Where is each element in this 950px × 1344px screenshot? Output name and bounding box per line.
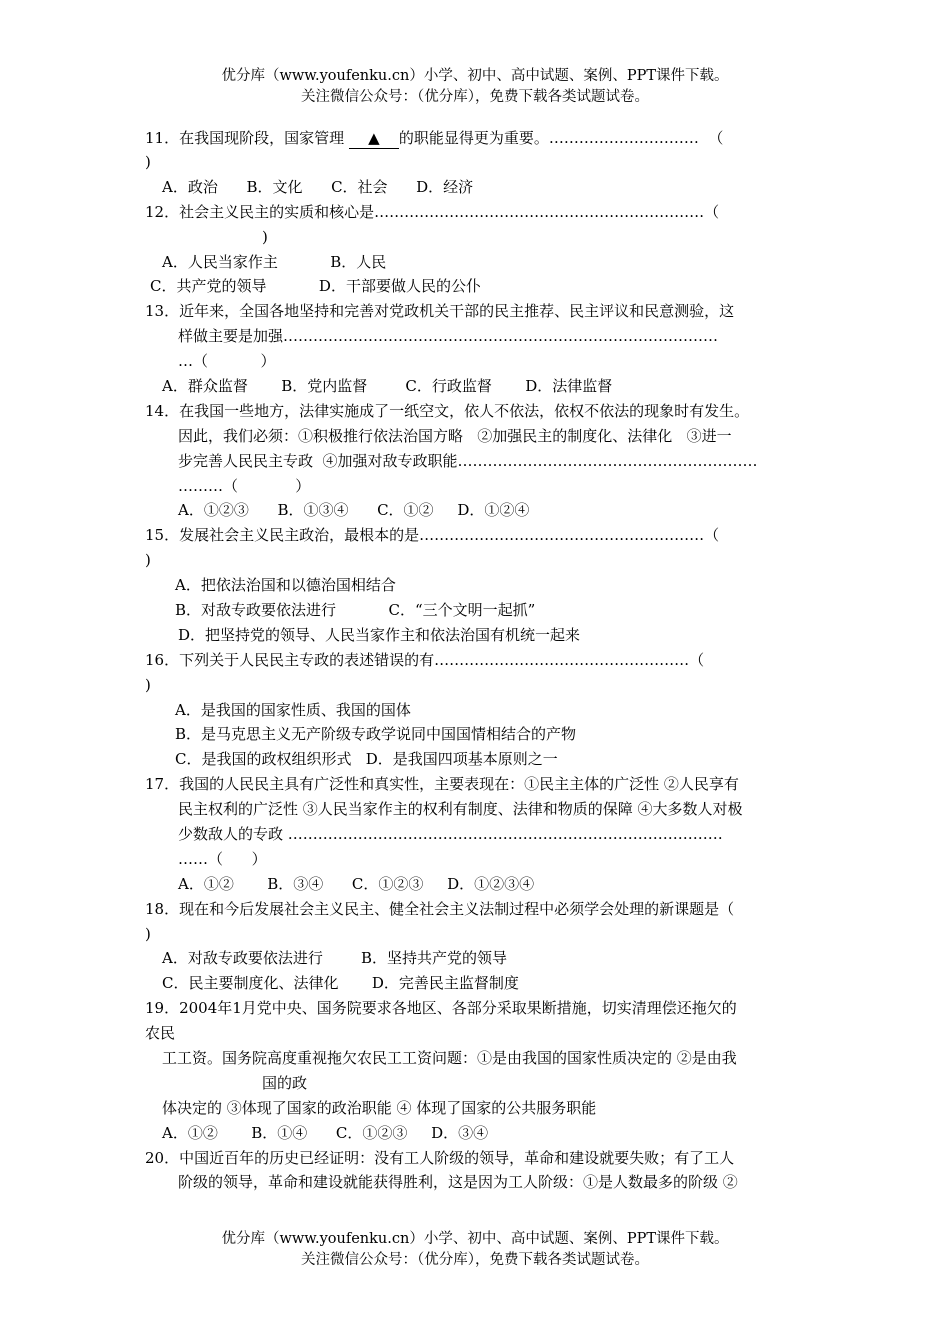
question-18-options-1: A．对敌专政要依法进行 B．坚持共产党的领导 [162, 949, 508, 967]
question-19-line-4: 国的政 [262, 1074, 308, 1092]
question-13-options: A．群众监督 B．党内监督 C．行政监督 D．法律监督 [162, 377, 613, 395]
answer-blank: ▲ [349, 128, 399, 149]
question-16-option-b: B．是马克思主义无产阶级专政学说同中国国情相结合的产物 [175, 725, 577, 743]
page-footer [0, 1229, 950, 1271]
question-15-stem: 15．发展社会主义民主政治，最根本的是…………………………………………………（ [145, 526, 720, 544]
question-20-line-1: 20．中国近百年的历史已经证明：没有工人阶级的领导，革命和建设就要失败；有了工人 [145, 1149, 735, 1167]
question-17-line-3: 少数敌人的专政 …………………………………………………………………………… [178, 825, 723, 843]
question-19-options: A．①② B．①④ C．①②③ D．③④ [162, 1124, 489, 1142]
question-11-wrap: ) [145, 153, 151, 171]
question-19-line-1: 19．2004年1月党中央、国务院要求各地区、各部分采取果断措施，切实清理偿还拖欠的 [145, 999, 737, 1017]
question-16-stem: 16．下列关于人民民主专政的表述错误的有……………………………………………（ [145, 651, 705, 669]
footer-line-2: 关注微信公众号：（优分库），免费下载各类试题试卷。 [301, 1252, 649, 1268]
question-14-line-4: ………（ ） [178, 477, 311, 495]
question-16-option-a: A．是我国的国家性质、我国的国体 [175, 701, 411, 719]
question-11-options: A．政治 B．文化 C．社会 D．经济 [162, 178, 474, 196]
footer-line-1: 优分库（www.youfenku.cn）小学、初中、高中试题、案例、PPT课件下载。 [221, 1231, 729, 1247]
header-line-1: 优分库（www.youfenku.cn）小学、初中、高中试题、案例、PPT课件下载。 [221, 68, 729, 84]
question-19-line-3: 工工资。国务院高度重视拖欠农民工工资问题：①是由我国的国家性质决定的 ②是由我 [162, 1049, 737, 1067]
question-15-option-a: A．把依法治国和以德治国相结合 [175, 576, 396, 594]
question-15-wrap: ) [145, 551, 151, 569]
question-17-line-4: ……（ ） [178, 850, 267, 868]
question-14-line-1: 14．在我国一些地方，法律实施成了一纸空文，依人不依法，依权不依法的现象时有发生。 [145, 402, 750, 420]
question-17-line-2: 民主权利的广泛性 ③人民当家作主的权利有制度、法律和物质的保障 ④大多数人对极 [178, 800, 743, 818]
question-11-stem: 11．在我国现阶段，国家管理 ▲ 的职能显得更为重要。………………………… （ [145, 129, 724, 147]
question-18-stem: 18．现在和今后发展社会主义民主、健全社会主义法制过程中必须学会处理的新课题是（ [145, 900, 735, 918]
question-18-options-2: C．民主要制度化、法律化 D．完善民主监督制度 [162, 974, 519, 992]
header-line-2: 关注微信公众号：（优分库），免费下载各类试题试卷。 [301, 89, 649, 105]
question-16-wrap: ) [145, 676, 151, 694]
question-17-line-1: 17．我国的人民民主具有广泛性和真实性，主要表现在：①民主主体的广泛性 ②人民享有 [145, 775, 739, 793]
question-14-line-3: 步完善人民民主专政 ④加强对敌专政职能…………………………………………………… [178, 452, 758, 470]
question-19-line-5: 体决定的 ③体现了国家的政治职能 ④ 体现了国家的公共服务职能 [162, 1099, 597, 1117]
question-13-line-2: 样做主要是加强…………………………………………………………………………… [178, 327, 719, 345]
question-14-line-2: 因此，我们必须：①积极推行依法治国方略 ②加强民主的制度化、法律化 ③进一 [178, 427, 732, 445]
question-18-wrap: ) [145, 925, 151, 943]
question-16-option-cd: C．是我国的政权组织形式 D．是我国四项基本原则之一 [175, 750, 558, 768]
question-19-line-2: 农民 [145, 1024, 176, 1042]
question-15-option-bc: B．对敌专政要依法进行 C．“三个文明一起抓” [175, 601, 536, 619]
question-17-options: A．①② B．③④ C．①②③ D．①②③④ [178, 875, 535, 893]
question-12-stem: 12．社会主义民主的实质和核心是…………………………………………………………（ [145, 203, 720, 221]
page-header [0, 66, 950, 108]
question-13-line-1: 13．近年来，全国各地坚持和完善对党政机关干部的民主推荐、民主评议和民意测验，这 [145, 302, 735, 320]
question-12-wrap: ) [262, 228, 268, 246]
question-14-options: A．①②③ B．①③④ C．①② D．①②④ [178, 501, 530, 519]
question-13-line-3: …（ ） [178, 352, 276, 370]
question-20-line-2: 阶级的领导，革命和建设就能获得胜利，这是因为工人阶级：①是人数最多的阶级 ② [178, 1173, 738, 1191]
question-12-options-1: A．人民当家作主 B．人民 [162, 253, 387, 271]
question-15-option-d: D．把坚持党的领导、人民当家作主和依法治国有机统一起来 [178, 626, 581, 644]
question-12-options-2: C．共产党的领导 D．干部要做人民的公仆 [150, 277, 481, 295]
